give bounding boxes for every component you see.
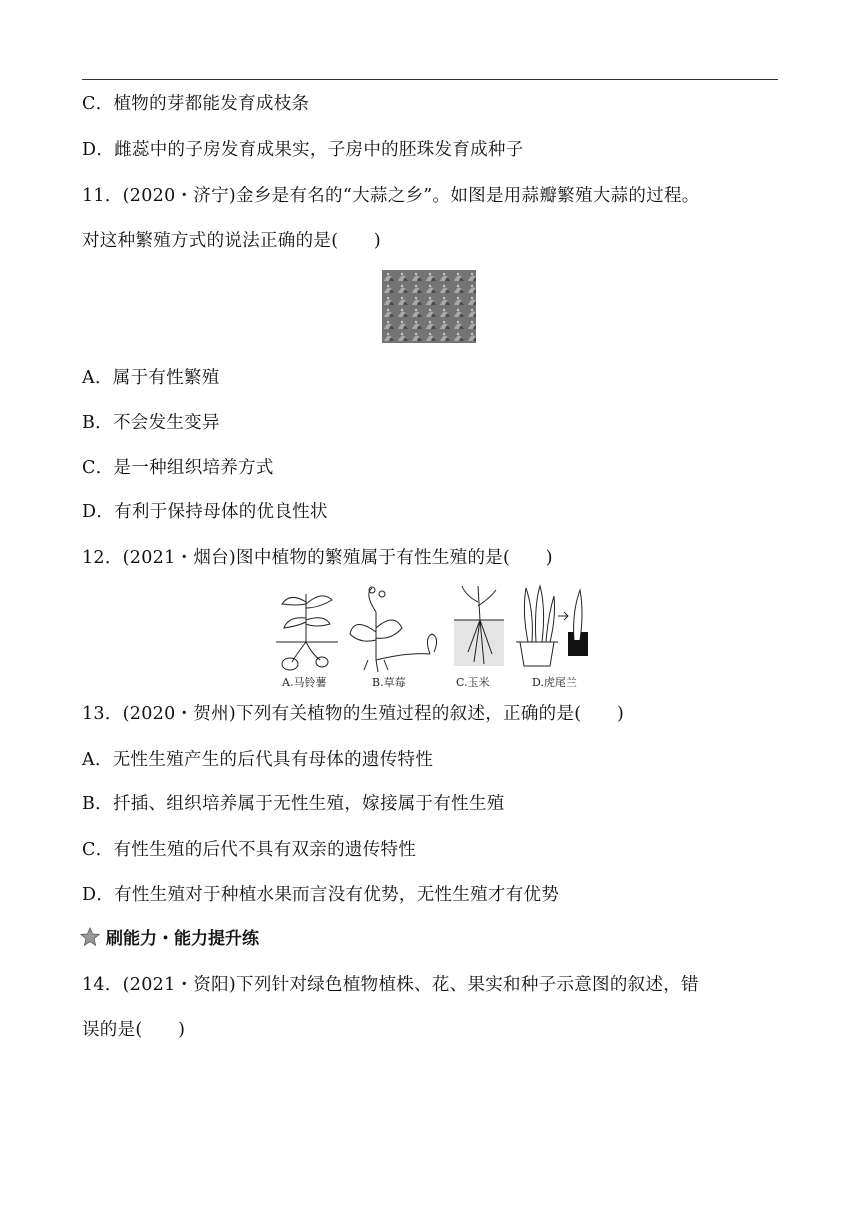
q10-option-c: C．植物的芽都能发育成枝条 bbox=[82, 94, 310, 114]
q13-stem: 13．(2020・贺州)下列有关植物的生殖过程的叙述，正确的是( ) bbox=[82, 704, 625, 724]
strawberry-plant-drawing bbox=[350, 587, 437, 672]
caption-b: B.草莓 bbox=[372, 676, 406, 689]
header-rule bbox=[82, 79, 778, 80]
caption-c: C.玉米 bbox=[456, 676, 490, 689]
section-heading-text: 刷能力・能力提升练 bbox=[106, 929, 259, 949]
q12-stem: 12．(2021・烟台)图中植物的繁殖属于有性生殖的是( ) bbox=[82, 548, 553, 568]
q11-option-b: B．不会发生变异 bbox=[82, 413, 220, 433]
q13-option-a: A．无性生殖产生的后代具有母体的遗传特性 bbox=[82, 750, 434, 770]
potato-plant-drawing bbox=[276, 594, 338, 670]
q11-option-a: A．属于有性繁殖 bbox=[82, 368, 220, 388]
plant-reproduction-figure bbox=[268, 582, 594, 692]
caption-a: A.马铃薯 bbox=[282, 676, 327, 689]
star-icon bbox=[80, 927, 100, 947]
q13-option-d: D．有性生殖对于种植水果而言没有优势，无性生殖才有优势 bbox=[82, 885, 560, 905]
snake-plant-drawing bbox=[516, 586, 588, 666]
q11-option-d: D．有利于保持母体的优良性状 bbox=[82, 502, 328, 522]
q14-stem-line1: 14．(2021・资阳)下列针对绿色植物植株、花、果实和种子示意图的叙述，错 bbox=[82, 975, 699, 995]
caption-d: D.虎尾兰 bbox=[532, 676, 577, 689]
q10-option-d: D．雌蕊中的子房发育成果实，子房中的胚珠发育成种子 bbox=[82, 140, 524, 160]
q11-stem-line2: 对这种繁殖方式的说法正确的是( ) bbox=[82, 231, 382, 251]
corn-plant-drawing bbox=[454, 586, 504, 666]
q14-stem-line2: 误的是( ) bbox=[82, 1020, 186, 1040]
garlic-photo bbox=[382, 270, 476, 343]
q11-stem-line1: 11．(2020・济宁)金乡是有名的“大蒜之乡”。如图是用蒜瓣繁殖大蒜的过程。 bbox=[82, 186, 700, 206]
section-heading bbox=[80, 924, 259, 949]
q13-option-b: B．扦插、组织培养属于无性生殖，嫁接属于有性生殖 bbox=[82, 794, 505, 814]
q13-option-c: C．有性生殖的后代不具有双亲的遗传特性 bbox=[82, 840, 417, 860]
q11-option-c: C．是一种组织培养方式 bbox=[82, 458, 274, 478]
